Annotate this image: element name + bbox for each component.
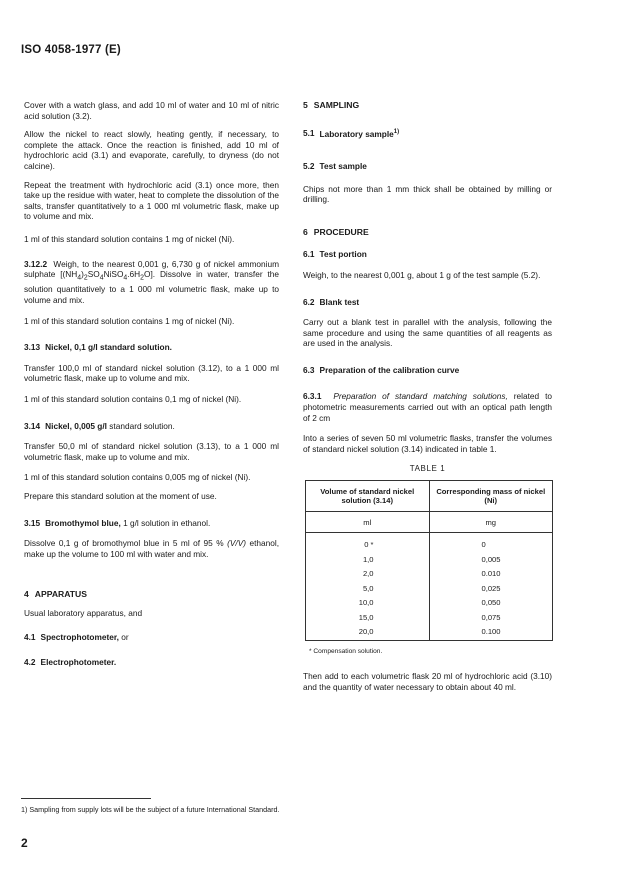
section-4-2 bbox=[24, 657, 279, 668]
section-number: 6.3.1 bbox=[303, 391, 322, 402]
text: O]. Dissolve in water, transfer the solution quantitatively to a 1 000 ml volumetric flask, make up to volume and mix. bbox=[24, 269, 279, 305]
table-cell: 0 bbox=[481, 540, 486, 550]
section-title-rest: or bbox=[121, 632, 129, 643]
section-number: 3.15 bbox=[24, 517, 41, 528]
paragraph: Transfer 50,0 ml of standard nickel solution (3.13), to a 1 000 ml volumetric flask, make up to volume and mix. bbox=[24, 441, 279, 462]
unit-cell: ml bbox=[306, 512, 430, 533]
paragraph: Chips not more than 1 mm thick shall be obtained by milling or drilling. bbox=[303, 183, 552, 205]
section-5-2-heading bbox=[303, 161, 552, 172]
paragraph: 1 ml of this standard solution contains 1 mg of nickel (Ni). bbox=[24, 315, 235, 326]
section-number: 4.1 bbox=[24, 632, 36, 643]
section-number: 6.2 bbox=[303, 296, 315, 307]
section-number: 3.14 bbox=[24, 420, 41, 431]
section-number: 4 bbox=[24, 589, 29, 600]
right-column bbox=[303, 100, 552, 692]
section-title: Laboratory sample bbox=[319, 128, 394, 139]
paragraph: Then add to each volumetric flask 20 ml of hydrochloric acid (3.10) and the quantity of water necessary to obtain about 40 ml. bbox=[303, 670, 552, 692]
subscript: 4 bbox=[77, 274, 82, 282]
document-header: ISO 4058-1977 (E) bbox=[21, 44, 121, 56]
section-4-heading bbox=[24, 589, 279, 600]
section-3-15-heading bbox=[24, 518, 279, 529]
section-3-14-heading bbox=[24, 421, 279, 432]
section-number: 3.12.2 bbox=[24, 258, 48, 269]
section-6-1-heading bbox=[303, 249, 552, 260]
paragraph: Transfer 100,0 ml of standard nickel solution (3.12), to a 1 000 ml volumetric flask, make up to volume and mix. bbox=[24, 362, 279, 384]
section-6-3-heading bbox=[303, 365, 552, 376]
section-number: 6 bbox=[303, 226, 308, 237]
table-cell: 15,0 bbox=[358, 612, 374, 622]
text: SO bbox=[87, 269, 100, 280]
section-number: 4.2 bbox=[24, 657, 36, 668]
text: NiSO bbox=[103, 269, 124, 280]
column-header: Corresponding mass of nickel (Ni) bbox=[429, 481, 553, 512]
table-cell: 0,025 bbox=[481, 583, 501, 593]
section-5-1-heading bbox=[303, 127, 552, 139]
footnote-ref: 1) bbox=[393, 128, 400, 135]
table-unit-row bbox=[306, 512, 553, 533]
section-title: Nickel, 0,1 g/l standard solution. bbox=[45, 342, 172, 353]
section-number: 5 bbox=[303, 100, 308, 110]
footnote-divider bbox=[21, 798, 151, 799]
subscript: 2 bbox=[83, 274, 88, 282]
section-title: Electrophotometer. bbox=[40, 657, 117, 668]
table-cell: 0.010 bbox=[481, 569, 501, 579]
text: .6H bbox=[127, 269, 141, 280]
table-cell: 0,050 bbox=[481, 598, 501, 608]
paragraph: 1 ml of this standard solution contains 0,1 mg of nickel (Ni). bbox=[24, 393, 242, 404]
paragraph bbox=[24, 538, 279, 559]
table-cell: 2,0 bbox=[362, 569, 374, 579]
section-title: Blank test bbox=[319, 296, 360, 307]
calibration-table bbox=[305, 480, 553, 641]
table-footnote: * Compensation solution. bbox=[309, 647, 383, 655]
section-title: Test portion bbox=[319, 249, 367, 260]
unit-cell: mg bbox=[429, 512, 553, 533]
section-title: Nickel, 0,005 g/l bbox=[45, 420, 107, 431]
mass-column bbox=[429, 533, 553, 641]
italic-text: Preparation of standard matching solutions, bbox=[333, 391, 508, 402]
text: ethanol, make up the volume to 100 ml with water and mix. bbox=[24, 538, 279, 559]
table-cell: 0 * bbox=[364, 540, 374, 550]
paragraph bbox=[303, 391, 552, 423]
table-cell: 10,0 bbox=[358, 598, 374, 608]
volume-column bbox=[306, 533, 430, 641]
table-cell: 1,0 bbox=[362, 554, 374, 564]
paragraph: Prepare this standard solution at the moment of use. bbox=[24, 490, 217, 501]
subscript: 4 bbox=[123, 274, 128, 282]
table-data-row bbox=[306, 533, 553, 641]
text: Weigh, to the nearest 0,001 g, 6,730 g of nickel ammonium sulphate [(NH bbox=[24, 258, 279, 280]
table-caption: TABLE 1 bbox=[409, 464, 446, 474]
italic-text: (V/V) bbox=[227, 538, 246, 549]
paragraph: Usual laboratory apparatus, and bbox=[24, 607, 143, 618]
paragraph: 1 ml of this standard solution contains 1 mg of nickel (Ni). bbox=[24, 233, 235, 244]
section-5-heading bbox=[303, 100, 552, 111]
left-column bbox=[24, 100, 279, 668]
section-number: 5.1 bbox=[303, 128, 315, 139]
paragraph: Weigh, to the nearest 0,001 g, about 1 g of the test sample (5.2). bbox=[303, 269, 541, 280]
section-3-13-heading bbox=[24, 342, 279, 353]
section-title: Spectrophotometer, bbox=[40, 632, 119, 643]
table-cell: 5,0 bbox=[362, 583, 374, 593]
section-6-2-heading bbox=[303, 297, 552, 308]
section-title: Bromothymol blue, bbox=[45, 517, 121, 528]
subscript: 4 bbox=[99, 274, 104, 282]
paragraph: Allow the nickel to react slowly, heating gently, if necessary, to complete the attack. Once the reaction is finished, add 10 ml of hydrochloric acid (3.1) and evaporate, carefully, to dryness (do not calcine). bbox=[24, 129, 279, 171]
paragraph: 1 ml of this standard solution contains 0,005 mg of nickel (Ni). bbox=[24, 472, 251, 483]
paragraph: Repeat the treatment with hydrochloric acid (3.1) once more, then take up the residue with water, heat to complete the dissolution of the salts, transfer quantitatively to a 1 000 ml volumetric flask, make up to volume and mix. bbox=[24, 179, 279, 222]
section-title: APPARATUS bbox=[34, 589, 87, 600]
table-cell: 0,075 bbox=[481, 612, 501, 622]
table-header-row bbox=[306, 481, 553, 512]
text: Dissolve 0,1 g of bromothymol blue in 5 ml of 95 % bbox=[24, 538, 228, 549]
section-title-rest: 1 g/l solution in ethanol. bbox=[123, 517, 211, 528]
text: related to photometric measurements carried out with an optical path length of 2 cm bbox=[303, 391, 552, 423]
section-title: SAMPLING bbox=[313, 100, 360, 110]
section-number: 5.2 bbox=[303, 160, 315, 171]
page-number: 2 bbox=[21, 836, 28, 850]
section-title: PROCEDURE bbox=[313, 226, 369, 237]
table-cell: 20,0 bbox=[358, 627, 374, 637]
paragraph: Carry out a blank test in parallel with the analysis, following the same procedure and using the same quantities of all reagents as are used in the analysis. bbox=[303, 317, 552, 349]
section-title-rest: standard solution. bbox=[109, 420, 175, 431]
paragraph: Into a series of seven 50 ml volumetric flasks, transfer the volumes of standard nickel solution (3.14) indicated in table 1. bbox=[303, 433, 552, 454]
section-6-heading bbox=[303, 227, 552, 238]
section-number: 6.3 bbox=[303, 364, 315, 375]
table-cell: 0,005 bbox=[481, 554, 501, 564]
section-title: Test sample bbox=[319, 160, 367, 171]
paragraph: Cover with a watch glass, and add 10 ml of water and 10 ml of nitric acid solution (3.2). bbox=[24, 100, 279, 121]
section-number: 3.13 bbox=[24, 342, 41, 353]
section-title: Preparation of the calibration curve bbox=[319, 364, 460, 375]
page-footnote: 1) Sampling from supply lots will be the subject of a future International Standard. bbox=[21, 805, 280, 814]
section-3-12-2 bbox=[24, 259, 279, 306]
text: ) bbox=[81, 269, 84, 280]
column-header: Volume of standard nickel solution (3.14) bbox=[306, 481, 430, 512]
table-cell: 0.100 bbox=[481, 627, 501, 637]
section-4-1 bbox=[24, 632, 279, 643]
section-number: 6.1 bbox=[303, 249, 315, 260]
subscript: 2 bbox=[140, 274, 145, 282]
